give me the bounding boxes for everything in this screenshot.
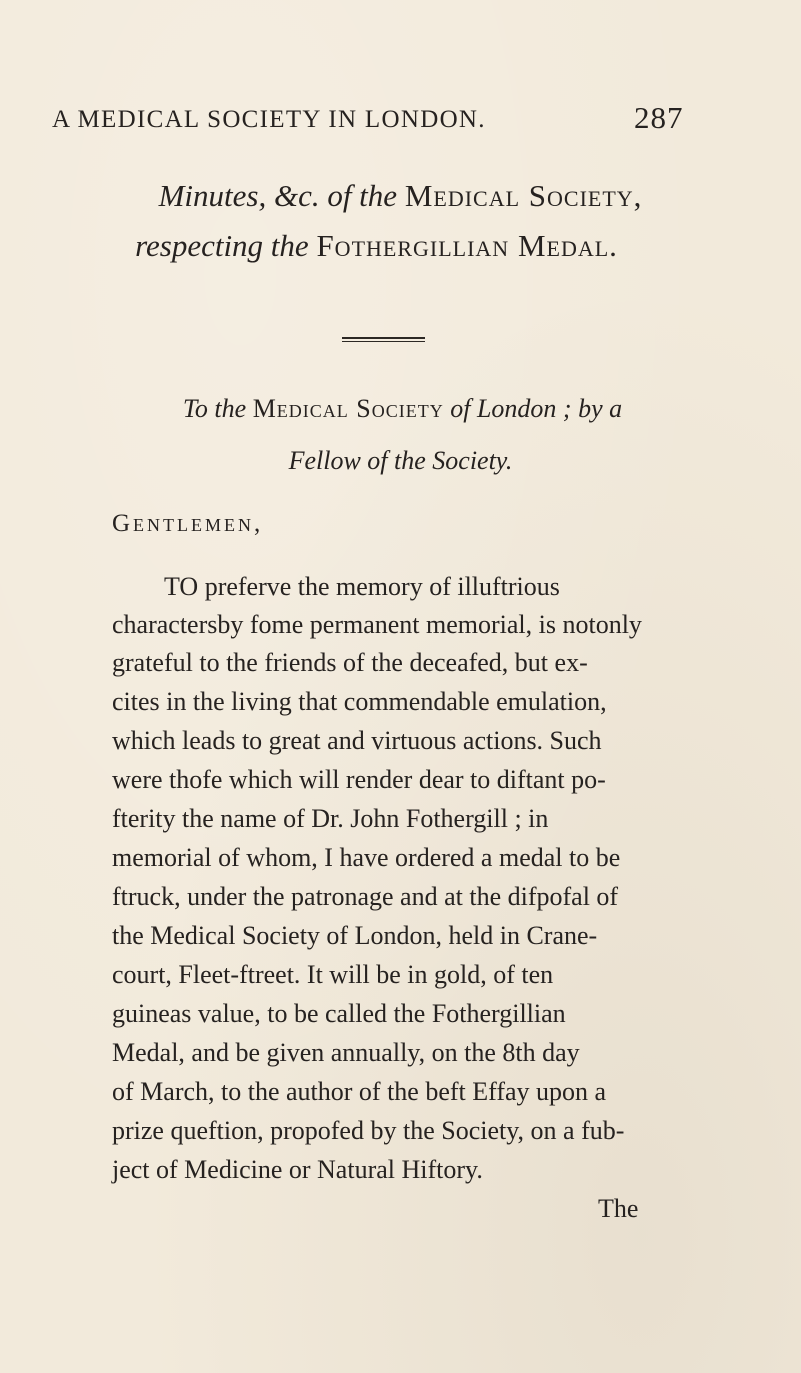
body-line: prize queftion, propofed by the Society, on a fub- <box>112 1116 625 1145</box>
heading-line-2 <box>0 228 777 264</box>
body-line: which leads to great and virtuous actions. Such <box>112 726 602 755</box>
body-line: grateful to the friends of the deceafed, but ex- <box>112 648 588 677</box>
address-line-1-post: of London ; by a <box>450 394 623 423</box>
divider-rule-thin <box>342 341 425 342</box>
page-number: 287 <box>634 100 684 135</box>
body-line: the Medical Society of London, held in Crane- <box>112 921 598 950</box>
body-line: fterity the name of Dr. John Fothergill ; in <box>112 804 549 833</box>
body-line: were thofe which will render dear to diftant po- <box>112 765 606 794</box>
body-line: ftruck, under the patronage and at the difpofal of <box>112 882 619 911</box>
divider-rule-thick <box>342 337 425 339</box>
heading-line-2-italic: respecting the <box>135 228 309 263</box>
body-line: ject of Medicine or Natural Hiftory. <box>112 1155 483 1184</box>
body-line: cites in the living that commendable emulation, <box>112 687 607 716</box>
heading-line-2-caps: Fothergillian Medal. <box>316 228 618 263</box>
body-line: Medal, and be given annually, on the 8th day <box>112 1038 580 1067</box>
body-line: memorial of whom, I have ordered a medal to be <box>112 843 621 872</box>
body-line: of March, to the author of the beft Effay upon a <box>112 1077 607 1106</box>
address-line-1-caps: Medical Society <box>252 394 444 423</box>
running-head: A MEDICAL SOCIETY IN LONDON. <box>52 106 486 133</box>
salutation: Gentlemen, <box>112 510 264 537</box>
heading-line-1-caps: Medical Society, <box>404 178 643 213</box>
body-line: guineas value, to be called the Fothergillian <box>112 999 566 1028</box>
catchword: The <box>598 1194 639 1223</box>
body-line: charactersby fome permanent memorial, is notonly <box>112 610 642 639</box>
heading-line-1-italic: Minutes, &c. of the <box>158 178 398 213</box>
body-line: court, Fleet-ftreet. It will be in gold, of ten <box>112 960 554 989</box>
heading-line-1 <box>0 178 801 214</box>
body-line: TO preferve the memory of illuftrious <box>164 572 560 601</box>
address-line-2: Fellow of the Society. <box>288 446 513 475</box>
address-line-1 <box>2 394 801 424</box>
address-line-1-pre: To the <box>182 394 247 423</box>
